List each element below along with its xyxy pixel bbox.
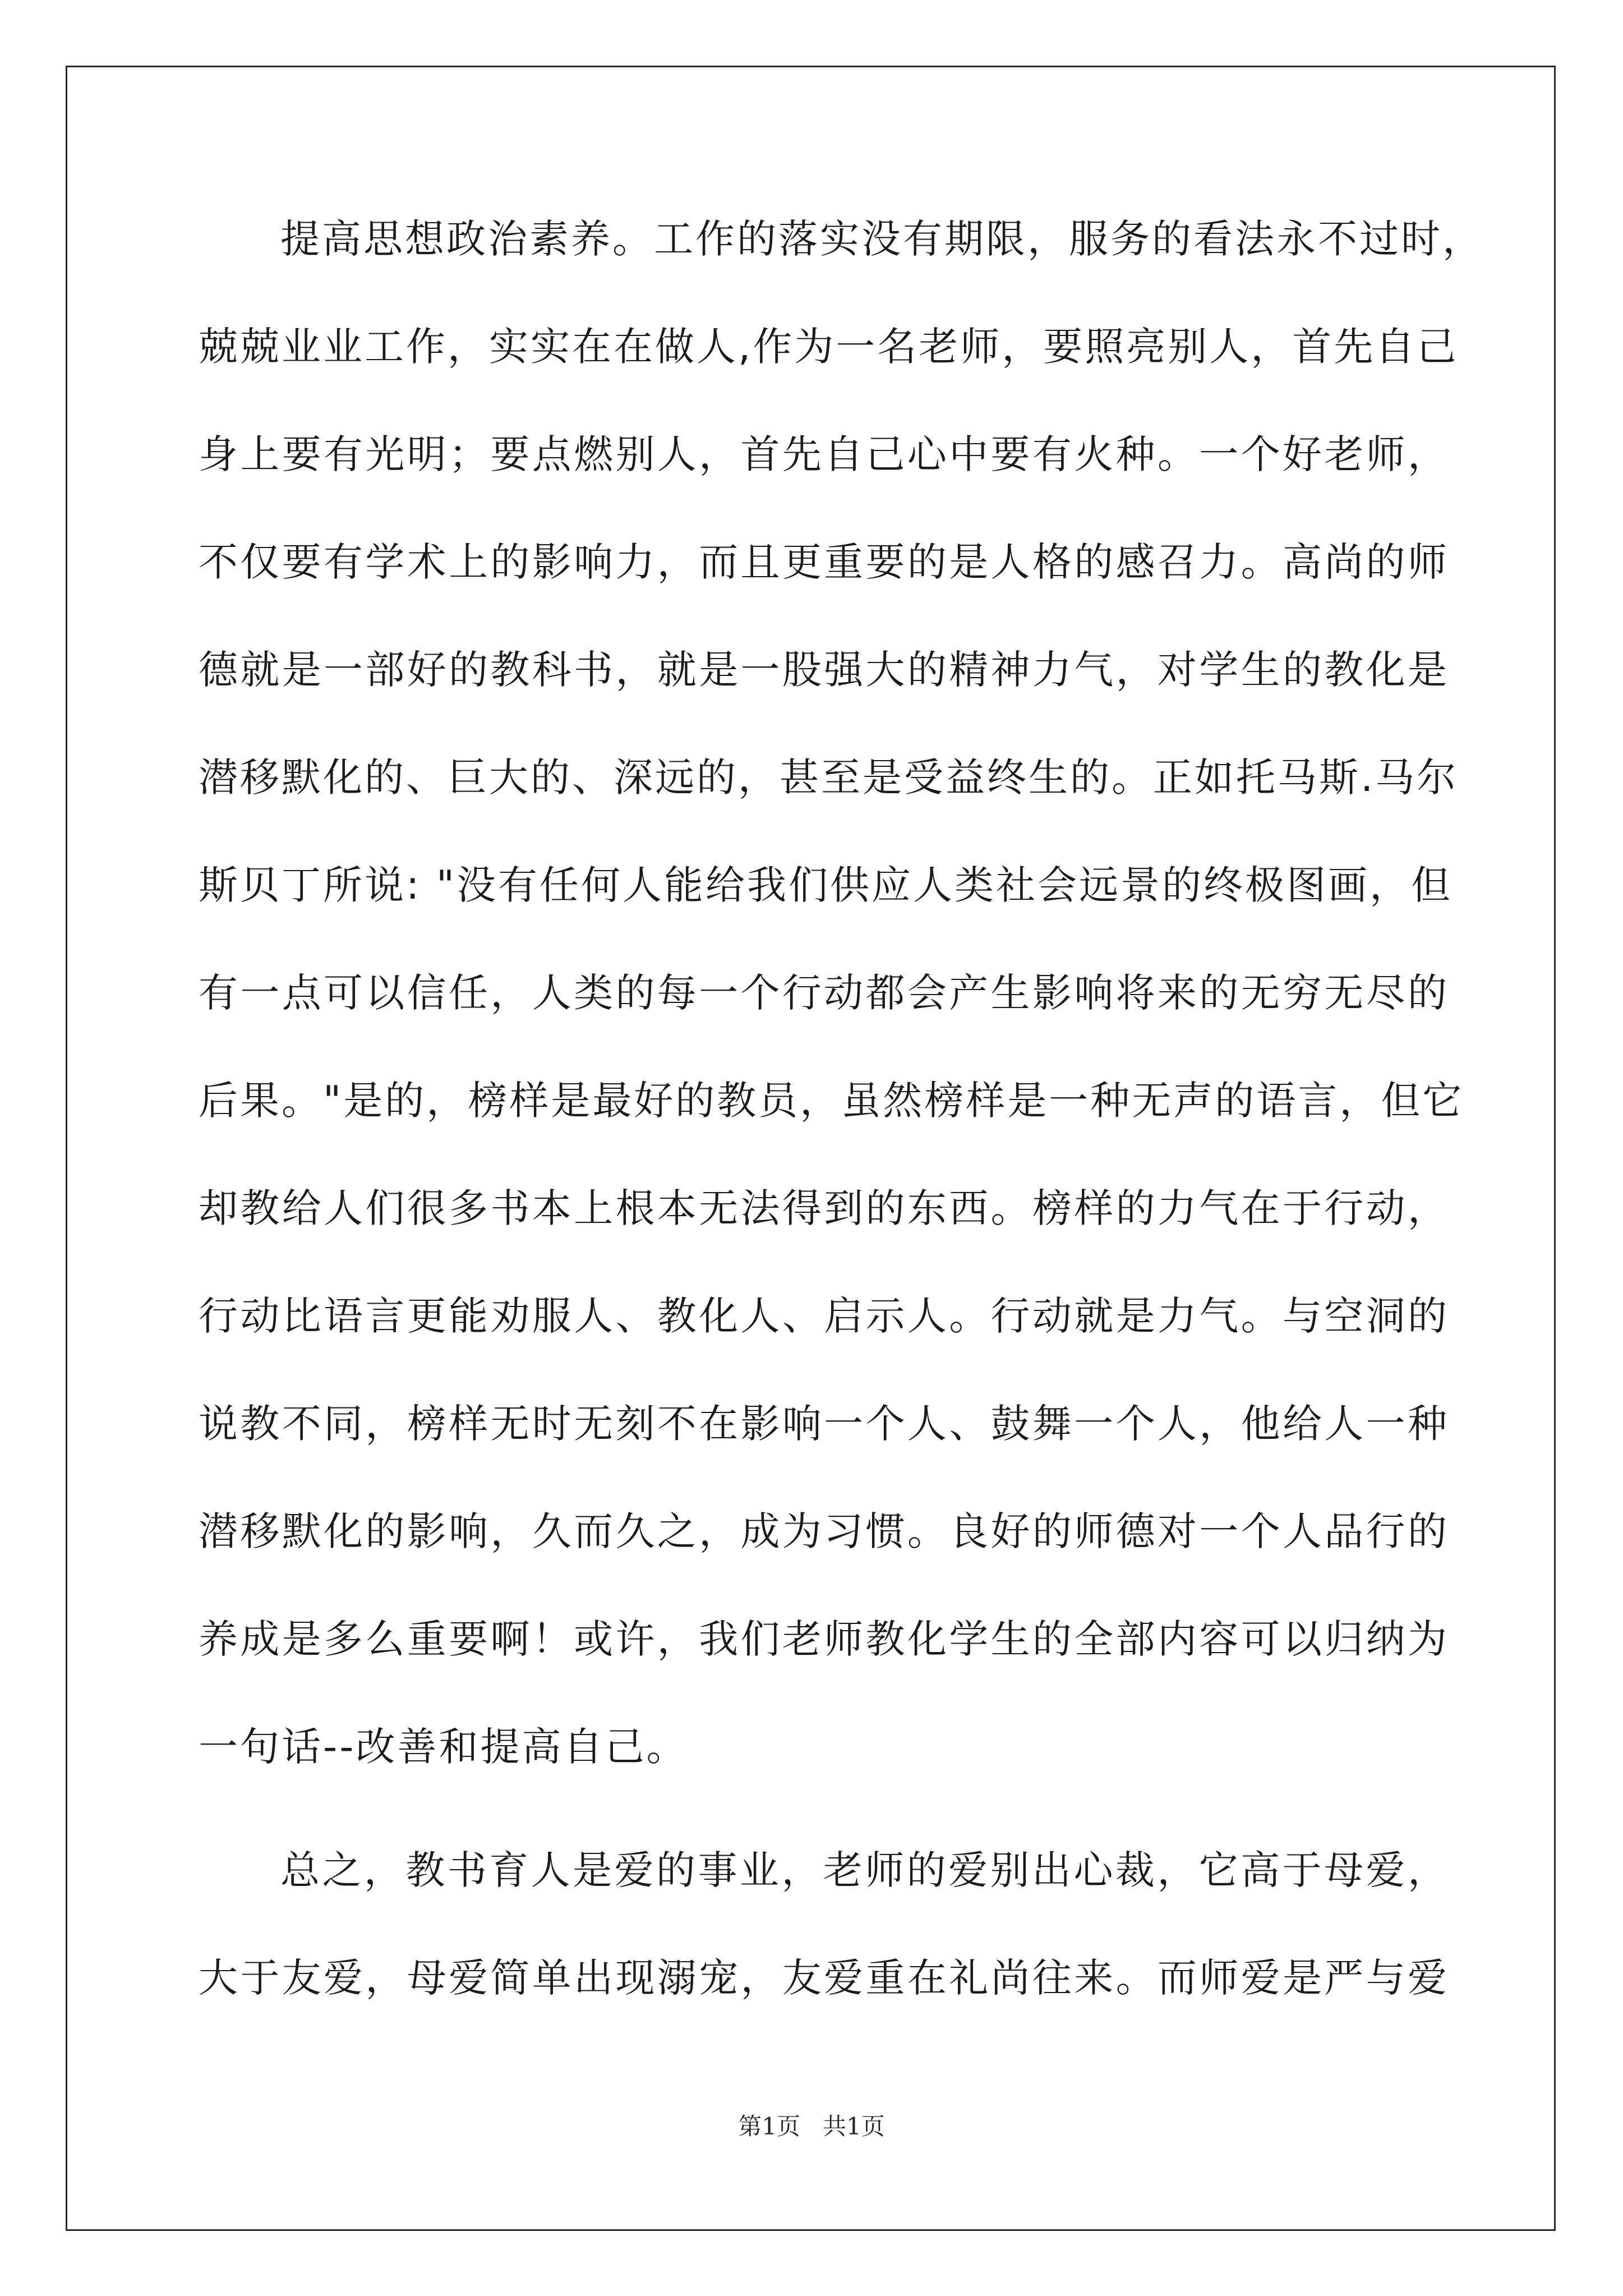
text-line: 提高思想政治素养。工作的落实没有期限，服务的看法永不过时， xyxy=(280,216,1484,262)
text-line: 总之，教书育人是爱的事业，老师的爱别出心裁，它高于母爱， xyxy=(280,1847,1449,1893)
page-number-footer: 第1页 共1页 xyxy=(738,2113,885,2140)
text-line: 却教给人们很多书本上根本无法得到的东西。榜样的力气在于行动， xyxy=(199,1185,1449,1231)
text-line: 后果。"是的，榜样是最好的教员，虽然榜样是一种无声的语言，但它 xyxy=(199,1078,1464,1124)
text-line: 养成是多么重要啊！或许，我们老师教化学生的全部内容可以归纳为 xyxy=(199,1616,1449,1662)
text-line: 大于友爱，母爱简单出现溺宠，友爱重在礼尚往来。而师爱是严与爱 xyxy=(199,1955,1449,2001)
text-line: 不仅要有学术上的影响力，而且更重要的是人格的感召力。高尚的师 xyxy=(199,539,1449,585)
text-line: 斯贝丁所说: "没有任何人能给我们供应人类社会远景的终极图画，但 xyxy=(199,862,1453,908)
document-body xyxy=(199,204,1484,2051)
text-line: 兢兢业业工作，实实在在做人,作为一名老师，要照亮别人，首先自己 xyxy=(199,324,1459,370)
text-line: 德就是一部好的教科书，就是一股强大的精神力气，对学生的教化是 xyxy=(199,647,1449,693)
text-line: 行动比语言更能劝服人、教化人、启示人。行动就是力气。与空洞的 xyxy=(199,1293,1449,1339)
text-line: 潜移默化的影响，久而久之，成为习惯。良好的师德对一个人品行的 xyxy=(199,1508,1449,1554)
text-line: 有一点可以信任，人类的每一个行动都会产生影响将来的无穷无尽的 xyxy=(199,970,1449,1016)
text-line: 一句话--改善和提高自己。 xyxy=(199,1724,688,1770)
text-line: 说教不同，榜样无时无刻不在影响一个人、鼓舞一个人，他给人一种 xyxy=(199,1401,1449,1447)
text-line: 身上要有光明；要点燃别人，首先自己心中要有火种。一个好老师， xyxy=(199,431,1449,477)
text-line: 潜移默化的、巨大的、深远的，甚至是受益终生的。正如托马斯.马尔 xyxy=(199,754,1459,800)
